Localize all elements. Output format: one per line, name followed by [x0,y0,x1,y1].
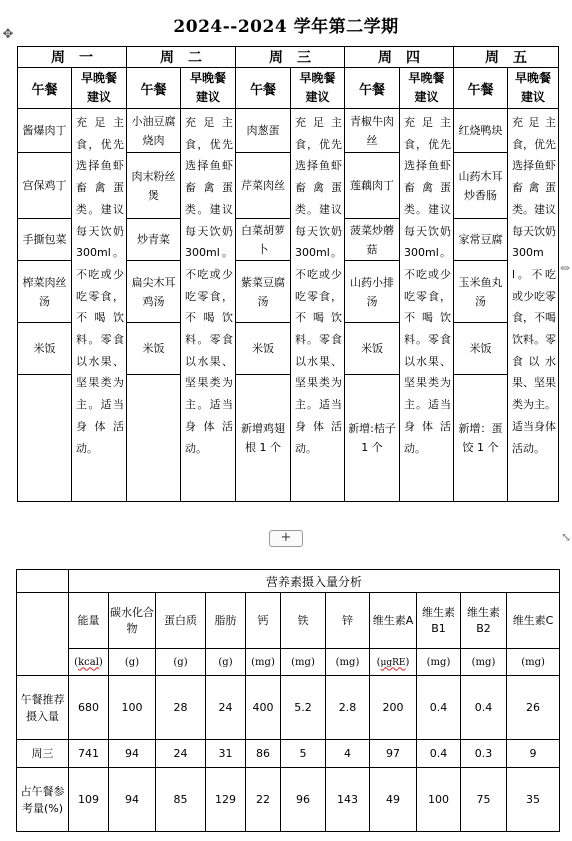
value-cell: 741 [69,740,109,768]
unit-value: g [177,656,184,668]
nutrient-name: 维生素B2 [461,593,507,649]
nutrient-name: 钙 [246,593,281,649]
dish-cell: 山药小排汤 [345,261,400,323]
day-header-thu: 周四 [345,47,454,68]
value-cell: 5.2 [281,676,326,740]
value-cell: 0.4 [417,740,461,768]
nutrient-name: 铁 [281,593,326,649]
advice-subheader-line1: 早晚餐 [408,71,445,85]
nutrient-name: 维生素B1 [417,593,461,649]
unit-value: μgRE [380,657,406,668]
nutrient-unit: (mg) [461,649,507,676]
meal-advice-text: 充足主食，优先选择鱼虾畜禽蛋类。建议每天饮奶300ml。不吃或少吃零食，不喝饮料。零食以水果、坚果类为主。适当身体活动。 [291,109,345,502]
row-label: 周三 [17,740,69,768]
dish-cell: 米饭 [236,323,291,375]
dish-cell: 手撕包菜 [18,219,72,261]
value-cell: 129 [206,768,246,832]
dish-cell: 米饭 [18,323,72,375]
nutrient-unit: (mg) [507,649,560,676]
unit-value: mg [430,656,447,668]
dish-cell: 榨菜肉丝汤 [18,261,72,323]
value-cell: 94 [109,740,156,768]
dish-cell [127,375,181,502]
nutrient-unit: (mg) [281,649,326,676]
value-cell: 200 [370,676,417,740]
value-cell: 400 [246,676,281,740]
table-resize-icon[interactable]: ⤡ [561,530,572,544]
dish-cell: 新增:桔子 1 个 [345,375,400,502]
value-cell: 143 [326,768,370,832]
lunch-subheader: 午餐 [18,68,72,109]
dish-cell: 米饭 [454,323,508,375]
unit-value: mg [339,656,356,668]
nutrient-unit: (g) [156,649,206,676]
value-cell: 49 [370,768,417,832]
dish-cell: 小油豆腐烧肉 [127,109,181,153]
unit-value: mg [475,656,492,668]
lunch-subheader: 午餐 [454,68,508,109]
nutrient-name: 锌 [326,593,370,649]
table-move-handle-icon[interactable]: ✥ [2,27,14,42]
dish-cell: 紫菜豆腐汤 [236,261,291,323]
advice-subheader-line1: 早晚餐 [299,71,336,85]
dish-cell: 莲藕肉丁 [345,153,400,219]
advice-subheader-line2: 建议 [305,90,330,104]
dish-cell: 炒青菜 [127,219,181,261]
dish-cell [18,375,72,502]
value-cell: 0.4 [461,676,507,740]
nutrient-unit: (mg) [417,649,461,676]
lunch-subheader: 午餐 [345,68,400,109]
advice-subheader [181,68,236,109]
nutrient-name: 维生素A [370,593,417,649]
value-cell: 2.8 [326,676,370,740]
dish-cell: 宫保鸡丁 [18,153,72,219]
dish-cell: 芹菜肉丝 [236,153,291,219]
unit-value: mg [255,656,271,668]
nutrient-name: 脂肪 [206,593,246,649]
value-cell: 24 [206,676,246,740]
value-cell: 0.3 [461,740,507,768]
dish-cell: 家常豆腐 [454,219,508,261]
dish-cell: 山药木耳炒香肠 [454,153,508,219]
value-cell: 5 [281,740,326,768]
value-cell: 100 [109,676,156,740]
unit-value: mg [525,656,541,668]
page-title: 2024--2024 学年第二学期 [173,17,399,37]
nutrition-caption: 营养素摄入量分析 [69,570,560,593]
value-cell: 100 [417,768,461,832]
unit-value: g [128,656,136,668]
nutrient-name: 蛋白质 [156,593,206,649]
advice-subheader-line1: 早晚餐 [189,71,226,85]
nutrient-unit: (mg) [326,649,370,676]
nutrient-unit: (kcal) [69,649,109,676]
nutrient-name: 碳水化合物 [109,593,156,649]
advice-subheader [72,68,127,109]
row-label: 占午餐参考量(%) [17,768,69,832]
value-cell: 26 [507,676,560,740]
value-cell: 109 [69,768,109,832]
meal-advice-text: 充足主食，优先选择鱼虾畜禽蛋类。建议每天饮奶300ml。不吃或少吃零食，不喝饮料。零食以水果、坚果类为主。适当身体活动。 [400,109,454,502]
advice-subheader-line2: 建议 [520,90,545,104]
row-label: 午餐推荐摄入量 [17,676,69,740]
weekly-menu-table [17,46,559,502]
day-header-wed: 周三 [236,47,345,68]
advice-subheader-line1: 早晚餐 [80,71,117,85]
advice-subheader [508,68,559,109]
nutrient-unit: (g) [206,649,246,676]
unit-value: kcal [78,656,99,668]
nutrient-name: 能量 [69,593,109,649]
dish-cell: 肉末粉丝煲 [127,153,181,219]
dish-cell: 红烧鸭块 [454,109,508,153]
dish-cell: 肉葱蛋 [236,109,291,153]
value-cell: 4 [326,740,370,768]
nutrient-unit: (g) [109,649,156,676]
day-header-mon: 周一 [18,47,127,68]
nutrient-unit: (μgRE) [370,649,417,676]
unit-value: g [222,656,229,668]
value-cell: 94 [109,768,156,832]
advice-subheader-line2: 建议 [195,90,220,104]
dish-cell: 菠菜炒蘑菇 [345,219,400,261]
dish-cell: 米饭 [127,323,181,375]
value-cell: 24 [156,740,206,768]
lunch-subheader: 午餐 [236,68,291,109]
value-cell: 86 [246,740,281,768]
dish-cell: 新增：蛋饺 1 个 [454,375,508,502]
dish-cell: 新增鸡翅根 1 个 [236,375,291,502]
dish-cell: 米饭 [345,323,400,375]
lunch-subheader: 午餐 [127,68,181,109]
add-row-button[interactable]: + [269,530,303,547]
value-cell: 9 [507,740,560,768]
value-cell: 97 [370,740,417,768]
day-header-tue: 周二 [127,47,236,68]
advice-subheader-line1: 早晚餐 [514,71,551,85]
value-cell: 31 [206,740,246,768]
value-cell: 28 [156,676,206,740]
value-cell: 22 [246,768,281,832]
value-cell: 680 [69,676,109,740]
nutrient-unit: (mg) [246,649,281,676]
day-header-fri: 周五 [454,47,559,68]
value-cell: 85 [156,768,206,832]
dish-cell: 青椒牛肉丝 [345,109,400,153]
nutrition-analysis-table [16,569,560,832]
nutrient-name: 维生素C [507,593,560,649]
value-cell: 35 [507,768,560,832]
meal-advice-text: 充足主食，优先选择鱼虾畜禽蛋类。建议每天饮奶300ml。不吃或少吃零食，不喝饮料。零食以水果、坚果类为主。适当身体活动。 [181,109,236,502]
advice-subheader [400,68,454,109]
value-cell: 75 [461,768,507,832]
unit-value: mg [295,656,311,668]
column-resize-icon[interactable]: ⇔ [560,261,571,275]
advice-subheader [291,68,345,109]
dish-cell: 酱爆肉丁 [18,109,72,153]
dish-cell: 扁尖木耳鸡汤 [127,261,181,323]
meal-advice-text: 充足主食，优先选择鱼虾畜禽蛋类。建议每天饮奶300ml。不吃或少吃零食，不喝饮料。零食以水果、坚果类为主。适当身体活动。 [72,109,127,502]
advice-subheader-line2: 建议 [86,90,111,104]
value-cell: 96 [281,768,326,832]
dish-cell: 白菜胡萝卜 [236,219,291,261]
advice-subheader-line2: 建议 [414,90,439,104]
dish-cell: 玉米鱼丸汤 [454,261,508,323]
meal-advice-text: 充足主食，优先选择鱼虾畜禽蛋类。建议每天饮奶300ml。不吃或少吃零食，不喝饮料。零食以水果、坚果类为主。适当身体活动。 [508,109,559,502]
value-cell: 0.4 [417,676,461,740]
